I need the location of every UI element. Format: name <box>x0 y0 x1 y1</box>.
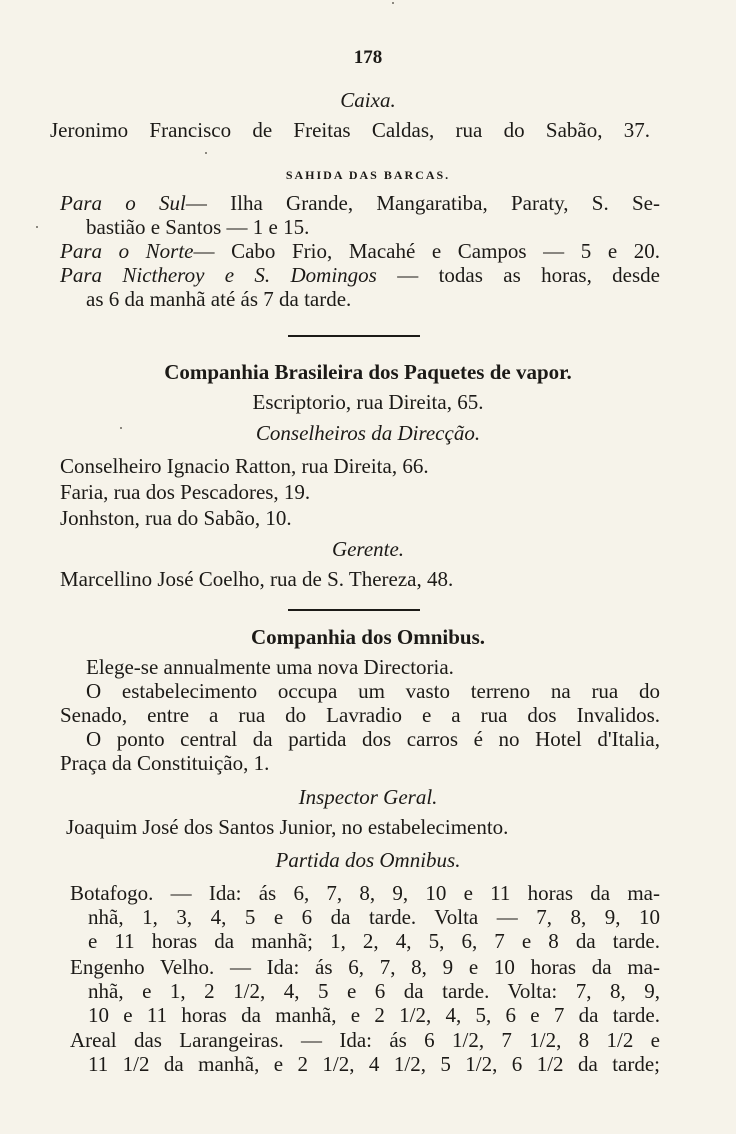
print-speck <box>392 2 394 4</box>
omnibus-paragraph-line: O estabelecimento occupa um vasto terreno na rua do <box>86 679 660 703</box>
schedule-line: nhã, e 1, 2 1/2, 4, 5 e 6 da tarde. Volta: 7, 8, 9, <box>88 979 660 1003</box>
caixa-heading: Caixa. <box>340 88 396 112</box>
omnibus-paragraph-line: Elege-se annualmente uma nova Directoria. <box>86 655 454 679</box>
sahida-line <box>86 215 660 239</box>
section-divider <box>288 335 420 337</box>
route-text: — todas as horas, desde <box>376 263 660 287</box>
caixa-text: Jeronimo Francisco de Freitas Caldas, rua do Sabão, 37. <box>50 118 650 142</box>
council-member: Conselheiro Ignacio Ratton, rua Direita, 66. <box>60 454 429 478</box>
manager-heading: Gerente. <box>331 537 405 561</box>
route-text: as 6 da manhã até ás 7 da tarde. <box>86 287 352 311</box>
schedule-line: 10 e 11 horas da manhã, e 2 1/2, 4, 5, 6 e 7 da tarde. <box>88 1003 660 1027</box>
schedule-line: nhã, 1, 3, 4, 5 e 6 da tarde. Volta — 7, 8, 9, 10 <box>88 905 660 929</box>
sahida-line <box>60 263 660 287</box>
schedule-line: Engenho Velho. — Ida: ás 6, 7, 8, 9 e 10 horas da ma- <box>70 955 660 979</box>
schedule-line: Botafogo. — Ida: ás 6, 7, 8, 9, 10 e 11 horas da ma- <box>70 881 660 905</box>
route-text: bastião e Santos — 1 e 15. <box>86 215 310 239</box>
print-speck <box>205 152 207 154</box>
council-heading: Conselheiros da Direcção. <box>255 421 481 445</box>
sahida-line <box>86 287 660 311</box>
page-number: 178 <box>353 47 383 68</box>
print-speck <box>36 226 38 228</box>
departures-heading: Partida dos Omnibus. <box>275 848 461 872</box>
destination: Para o Sul <box>60 191 186 215</box>
omnibus-title: Companhia dos Omnibus. <box>250 625 485 649</box>
schedule-line: 11 1/2 da manhã, e 2 1/2, 4 1/2, 5 1/2, 6 1/2 da tarde; <box>88 1052 660 1076</box>
route-text: — Ilha Grande, Mangaratiba, Paraty, S. Se- <box>185 191 660 215</box>
sahida-line <box>60 191 660 215</box>
destination: Para o Norte <box>60 239 194 263</box>
schedule-line: e 11 horas da manhã; 1, 2, 4, 5, 6, 7 e 8 da tarde. <box>88 929 660 953</box>
route-text: — Cabo Frio, Macahé e Campos — 5 e 20. <box>193 239 660 263</box>
council-member: Jonhston, rua do Sabão, 10. <box>60 506 292 530</box>
council-member: Faria, rua dos Pescadores, 19. <box>60 480 311 504</box>
omnibus-paragraph-line: Senado, entre a rua do Lavradio e a rua dos Invalidos. <box>60 703 660 727</box>
paquetes-title: Companhia Brasileira dos Paquetes de vapor. <box>164 360 572 384</box>
sahida-line <box>60 239 660 263</box>
inspector-heading: Inspector Geral. <box>298 785 438 809</box>
sahida-heading: SAHIDA DAS BARCAS. <box>285 168 451 182</box>
schedule-line: Areal das Larangeiras. — Ida: ás 6 1/2, 7 1/2, 8 1/2 e <box>70 1028 660 1052</box>
inspector-name: Joaquim José dos Santos Junior, no estabelecimento. <box>66 815 509 839</box>
section-divider <box>288 609 420 611</box>
omnibus-paragraph-line: Praça da Constituição, 1. <box>60 751 270 775</box>
omnibus-paragraph-line: O ponto central da partida dos carros é no Hotel d'Italia, <box>86 727 660 751</box>
manager-name: Marcellino José Coelho, rua de S. Thereza, 48. <box>60 567 454 591</box>
paquetes-office: Escriptorio, rua Direita, 65. <box>252 390 484 414</box>
destination: Para Nictheroy e S. Domingos <box>60 263 377 287</box>
